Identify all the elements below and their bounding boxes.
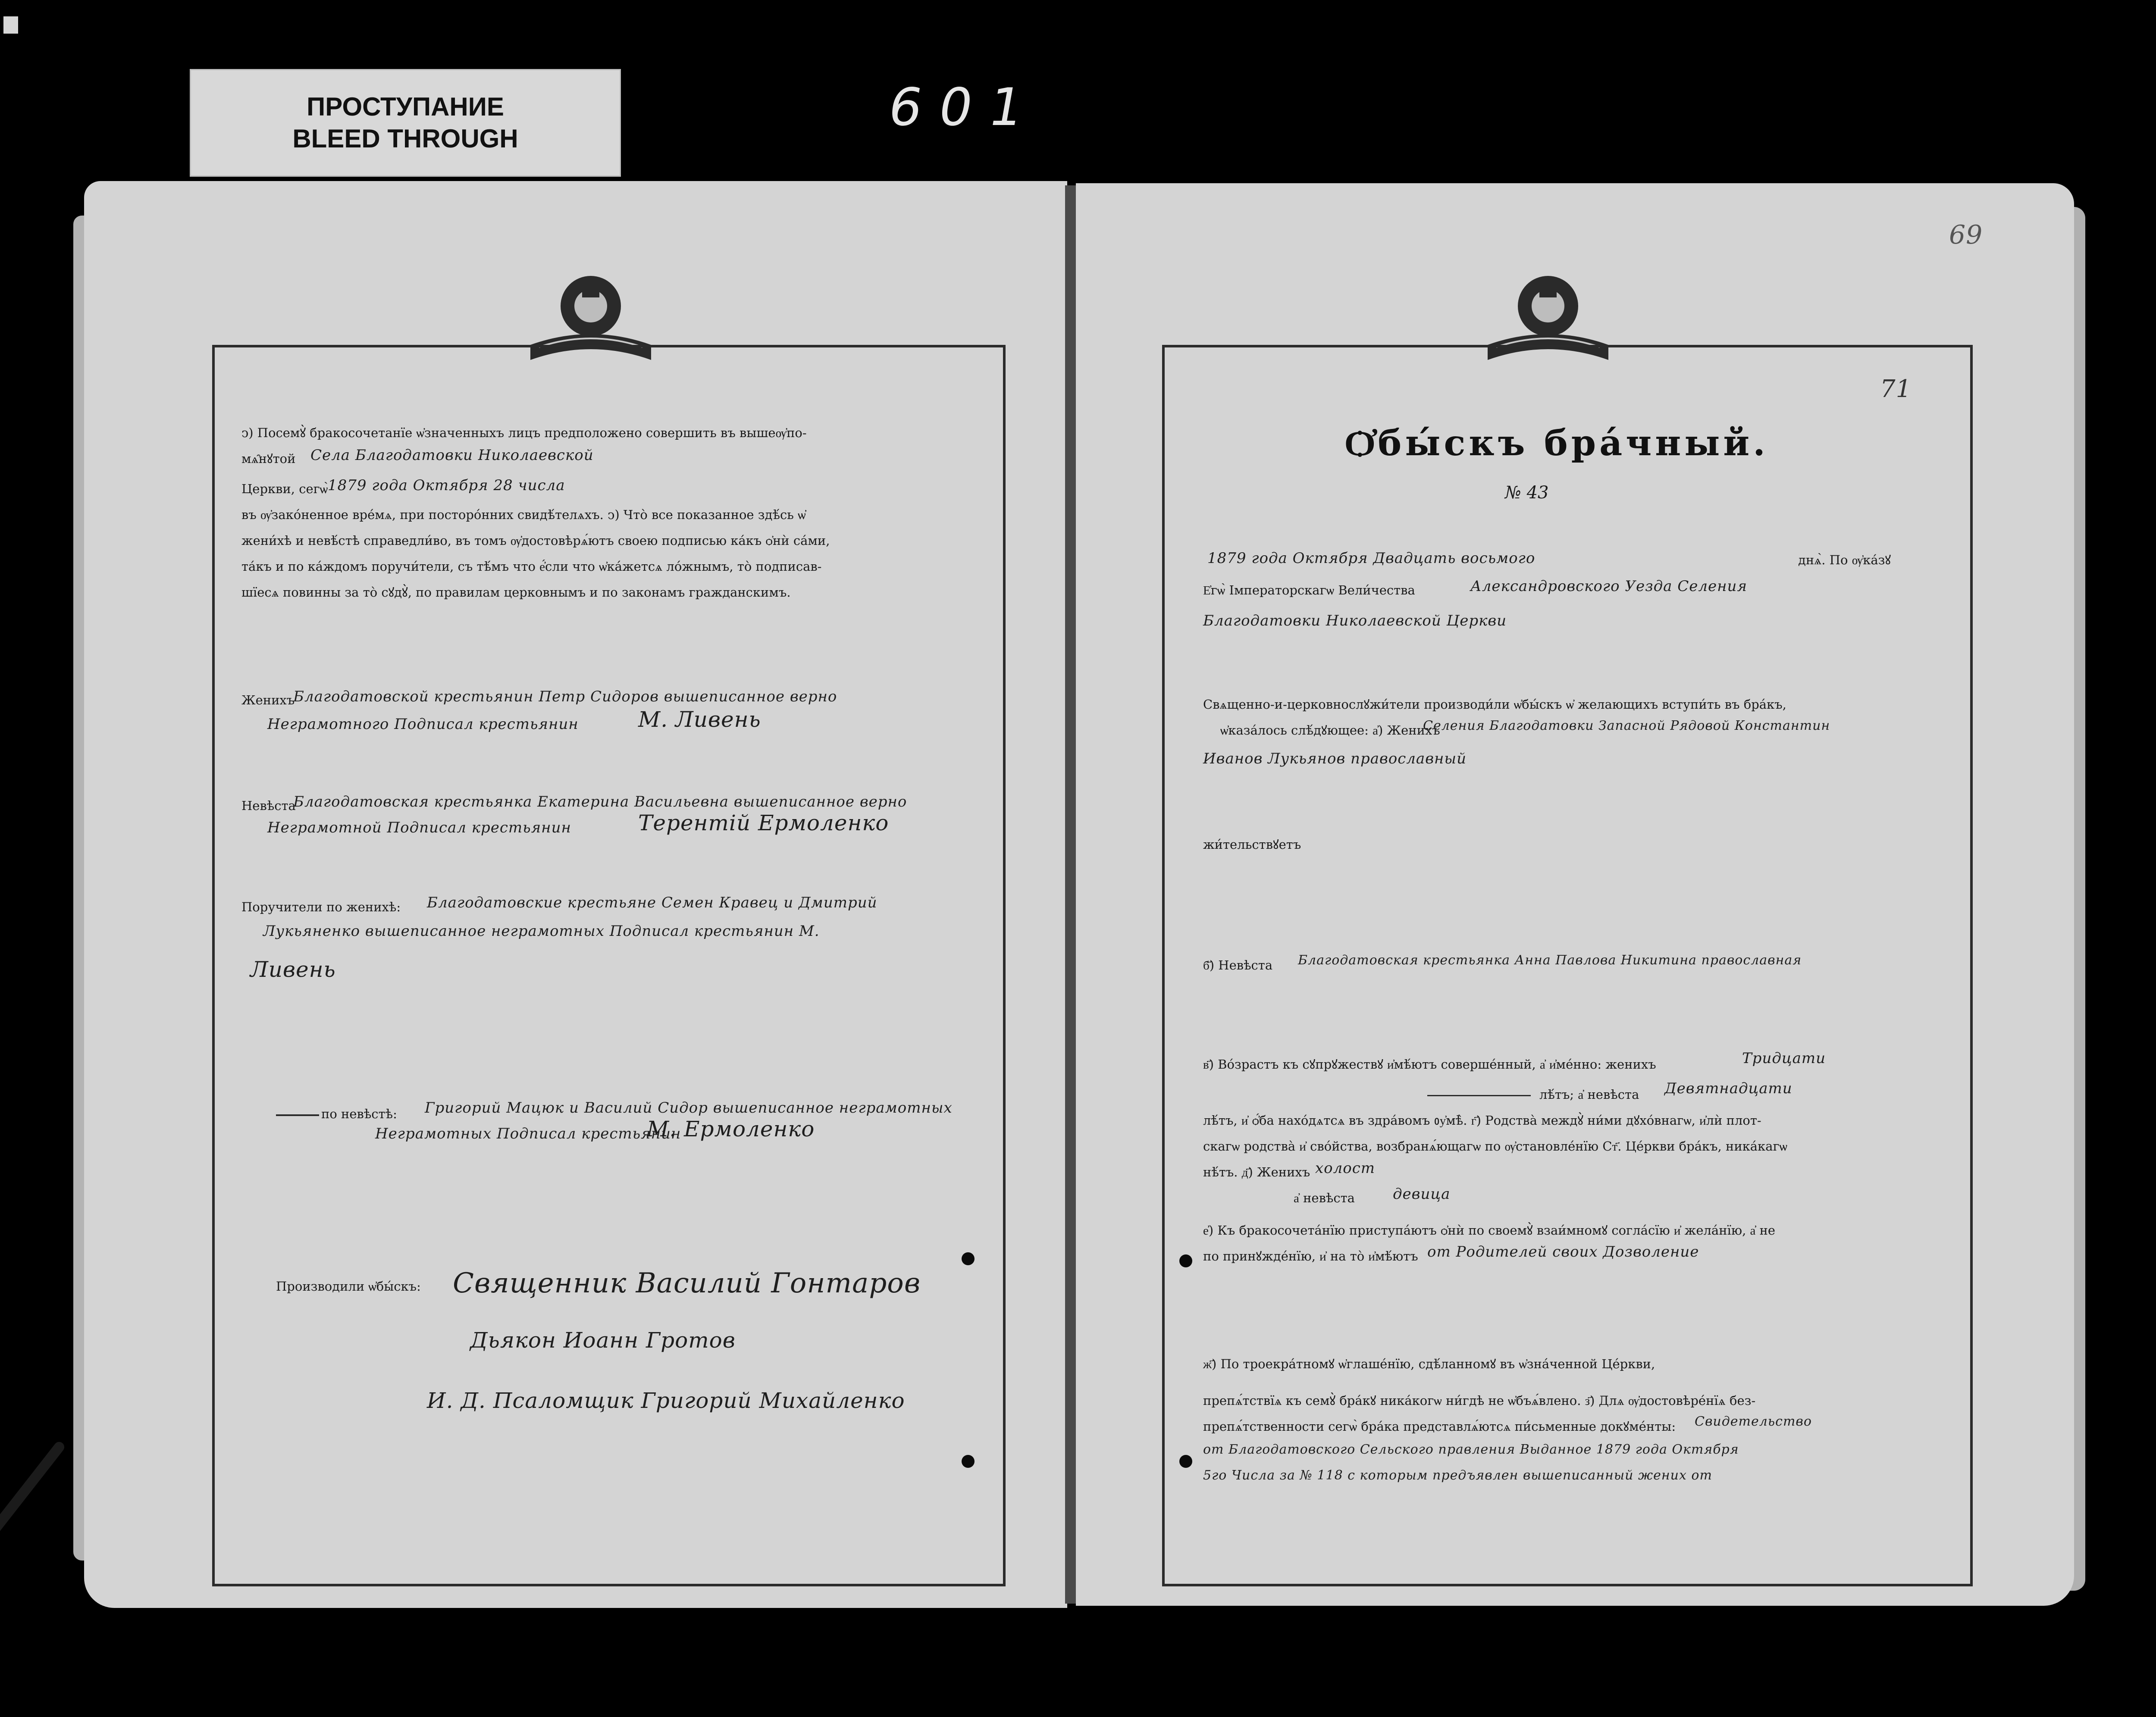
left-text-line: въ ѹ҆зако́ненное врéмѧ, при посторо́нних свидѣ́телѧхъ. ↄ) Что̀ все показанное здѣ́сь ѡ҆ bbox=[241, 507, 806, 522]
guarantors-groom-entry: Благодатовские крестьяне Семен Кравец и Дмитрий bbox=[427, 894, 877, 911]
left-handwritten: 1879 года Октября 28 числа bbox=[328, 477, 565, 494]
left-frame-top bbox=[212, 345, 1006, 347]
right-frame-top bbox=[1162, 345, 1973, 347]
deacon-signature: Дьякон Иоанн Гротов bbox=[470, 1328, 736, 1353]
right-text-line: по принꙋжде́нїю, и҆ на то̀ и҆мѣ́ютъ bbox=[1203, 1249, 1418, 1264]
right-text-line: препѧ́тствїѧ къ семꙋ̀ бра́кꙋ ника́когѡ ни́гдѣ не ѡ҆бъѧ́влено. з҃) Длѧ ѹ҆достовѣре́нїѧ без- bbox=[1203, 1393, 1756, 1408]
groom-signature: М. Ливень bbox=[638, 707, 761, 732]
right-text-line: а҆ невѣста bbox=[1294, 1191, 1355, 1205]
right-text-line: лѣ́тъ, и҆ ѻ҆́ба нахо́дѧтсѧ въ здра́вомъ ᲂу҆мѣ̀. г҃) Родства̀ междꙋ̀ ни́ми дꙋхо́внагѡ, и҆лѝ плот- bbox=[1203, 1113, 1761, 1128]
guarantors-bride-signature: М. Ермоленко bbox=[647, 1117, 815, 1142]
groom-age: Тридцати bbox=[1742, 1050, 1826, 1067]
binding-hole bbox=[1179, 1455, 1192, 1468]
psalmist-signature: И. Д. Псаломщик Григорий Михайленко bbox=[427, 1388, 905, 1413]
right-text-line: нѣ́тъ. д҃) Женихъ bbox=[1203, 1165, 1310, 1179]
left-text-line: ↄ) Посемꙋ̀ бракосочетанїе ѡ҆значенныхъ лицъ предположено совершить въ вышеѹ҆по- bbox=[241, 425, 807, 440]
groom-details: Иванов Лукьянов православный bbox=[1203, 750, 1467, 767]
imperial-eagle-emblem-right bbox=[1470, 259, 1626, 371]
left-text-line: шїесѧ повинны за то̀ сꙋдꙋ̀, по правилам церковнымъ и по законамъ гражданскимъ. bbox=[241, 585, 791, 600]
bride-status: девица bbox=[1393, 1185, 1451, 1203]
documents-entry: Свидетельство bbox=[1695, 1414, 1812, 1429]
groom-details: Селения Благодатовки Запасной Рядовой Константин bbox=[1423, 718, 1830, 733]
right-text-line: Е҆гѡ̀ Імператорскагѡ Вели́чества bbox=[1203, 583, 1415, 597]
groom-label: Женихъ bbox=[241, 693, 295, 707]
right-text-line: е҆) Къ бракосочета́нїю приступа́ютъ ѻ҆нѝ по своемꙋ̀ взаи́мномꙋ согла́сїю и҆ жела́нїю, а҆ не bbox=[1203, 1223, 1776, 1238]
church-entry: Благодатовки Николаевской Церкви bbox=[1203, 612, 1507, 629]
guarantors-groom-entry: Лукьяненко вышеписанное неграмотных Подписал крестьянин М. bbox=[263, 923, 820, 940]
bleed-label-en: BLEED THROUGH bbox=[292, 124, 518, 153]
right-frame-left bbox=[1162, 345, 1165, 1586]
right-text-line: лѣ́тъ; а҆ невѣста bbox=[1539, 1087, 1639, 1102]
binding-hole bbox=[962, 1252, 975, 1265]
record-mark: 71 bbox=[1880, 375, 1912, 403]
record-number: № 43 bbox=[1505, 483, 1549, 503]
right-text-line: ж҃) По троекра́тномꙋ ѡ҆глаше́нїю, сдѣ́ланномꙋ въ ѡ҆зна́ченной Це́ркви, bbox=[1203, 1357, 1655, 1371]
dash-line bbox=[276, 1114, 319, 1116]
frame-number: 601 bbox=[884, 78, 1045, 138]
folio-number: 69 bbox=[1949, 220, 1983, 250]
guarantors-groom-signature: Ливень bbox=[250, 957, 336, 982]
pen-object bbox=[0, 1440, 66, 1582]
guarantors-bride-entry: Неграмотных Подписал крестьянин bbox=[375, 1125, 681, 1142]
bride-signature: Терентій Ермоленко bbox=[638, 810, 889, 835]
bride-label: б҃) Невѣста bbox=[1203, 958, 1273, 973]
bride-label: Невѣста bbox=[241, 798, 296, 813]
imperial-eagle-emblem-left bbox=[513, 259, 668, 371]
scan-corner-mark bbox=[3, 16, 18, 34]
left-text-line: мѧ̑нꙋтой bbox=[241, 451, 296, 466]
left-text-line: Церкви, сегѡ̀ bbox=[241, 482, 328, 496]
left-handwritten: Села Благодатовки Николаевской bbox=[310, 447, 594, 464]
right-text-line: днѧ̀. По ѹ҆ка́зꙋ bbox=[1798, 553, 1891, 567]
left-frame-bottom bbox=[212, 1584, 1006, 1586]
consent-entry: от Родителей своих Дозволение bbox=[1427, 1243, 1699, 1260]
guarantors-bride-entry: Григорий Мацюк и Василий Сидор вышеписанное неграмотных bbox=[425, 1099, 953, 1117]
left-frame-right bbox=[1003, 345, 1006, 1586]
bride-entry: Благодатовская крестьянка Екатерина Васильевна вышеписанное верно bbox=[293, 793, 907, 810]
dash-line bbox=[1427, 1095, 1531, 1096]
bleed-label-ru: ПРОСТУПАНИЕ bbox=[307, 92, 504, 121]
bleed-through-label bbox=[190, 69, 621, 177]
conducted-label: Производили ѡ҆бы́скъ: bbox=[276, 1279, 421, 1294]
groom-entry: Неграмотного Подписал крестьянин bbox=[267, 716, 579, 733]
uyezd-entry: Александровского Уезда Селения bbox=[1470, 578, 1747, 595]
documents-entry: 5го Числа за № 118 с которым предъявлен вышеписанный жених от bbox=[1203, 1468, 1712, 1483]
right-text-line: Свѧщенно-и-церковнослꙋжи́тели производи́ли ѡ҆бы́скъ ѡ҆ желающихъ вступи́ть въ бра́къ, bbox=[1203, 697, 1786, 712]
right-text-line: ѡ҆каза́лось слѣ́дꙋющее: а҆) Женихъ bbox=[1220, 723, 1440, 738]
right-frame-bottom bbox=[1162, 1584, 1973, 1586]
left-text-line: жени́хѣ и невѣ́стѣ справедли́во, въ томъ ѹ҆достовѣрѧ́ютъ своею подписью ка́къ ѻ҆нѝ са́ми, bbox=[241, 533, 830, 548]
residence-label: жи́тельствꙋетъ bbox=[1203, 837, 1301, 852]
documents-entry: от Благодатовского Сельского правления Выданное 1879 года Октября bbox=[1203, 1442, 1739, 1457]
binding-hole bbox=[962, 1455, 975, 1468]
right-frame-right bbox=[1970, 345, 1973, 1586]
bride-entry: Неграмотной Подписал крестьянин bbox=[267, 819, 571, 836]
binding-hole bbox=[1179, 1254, 1192, 1267]
groom-status: холост bbox=[1315, 1160, 1376, 1177]
guarantors-bride-label: по невѣстѣ: bbox=[321, 1107, 397, 1121]
right-text-line: скагѡ родства̀ и҆ сво́йства, возбранѧ́ющагѡ по ѹ҆становле́нїю Ст҃. Це́ркви бра́къ, ника́кагѡ bbox=[1203, 1139, 1788, 1154]
date-entry: 1879 года Октября Двадцать восьмого bbox=[1207, 550, 1536, 567]
bride-age: Девятнадцати bbox=[1664, 1080, 1792, 1097]
left-text-line: та́къ и по ка́ждомъ поручи́тели, съ тѣ́мъ что е҆́сли что ѡ҆ка́жетсѧ ло́жнымъ, то̀ подписав- bbox=[241, 559, 822, 574]
priest-signature: Священник Василий Гонтаров bbox=[453, 1267, 921, 1299]
right-text-line: в҃) Во́зрастъ къ сꙋпрꙋжествꙋ и҆мѣ́ютъ соверше́нный, а҆ и҆ме́нно: женихъ bbox=[1203, 1057, 1656, 1072]
groom-entry: Благодатовской крестьянин Петр Сидоров вышеписанное верно bbox=[293, 688, 837, 705]
bride-details: Благодатовская крестьянка Анна Павлова Никитина православная bbox=[1298, 953, 1802, 968]
right-text-line: препѧ́тственности сегѡ̀ бра́ка представлѧ́ютсѧ пи́сьменные докꙋме́нты: bbox=[1203, 1419, 1676, 1434]
left-frame-left bbox=[212, 345, 215, 1586]
document-title: Ѻ҆бы́скъ бра́чный. bbox=[1345, 422, 1769, 464]
guarantors-groom-label: Поручители по женихѣ: bbox=[241, 900, 401, 914]
